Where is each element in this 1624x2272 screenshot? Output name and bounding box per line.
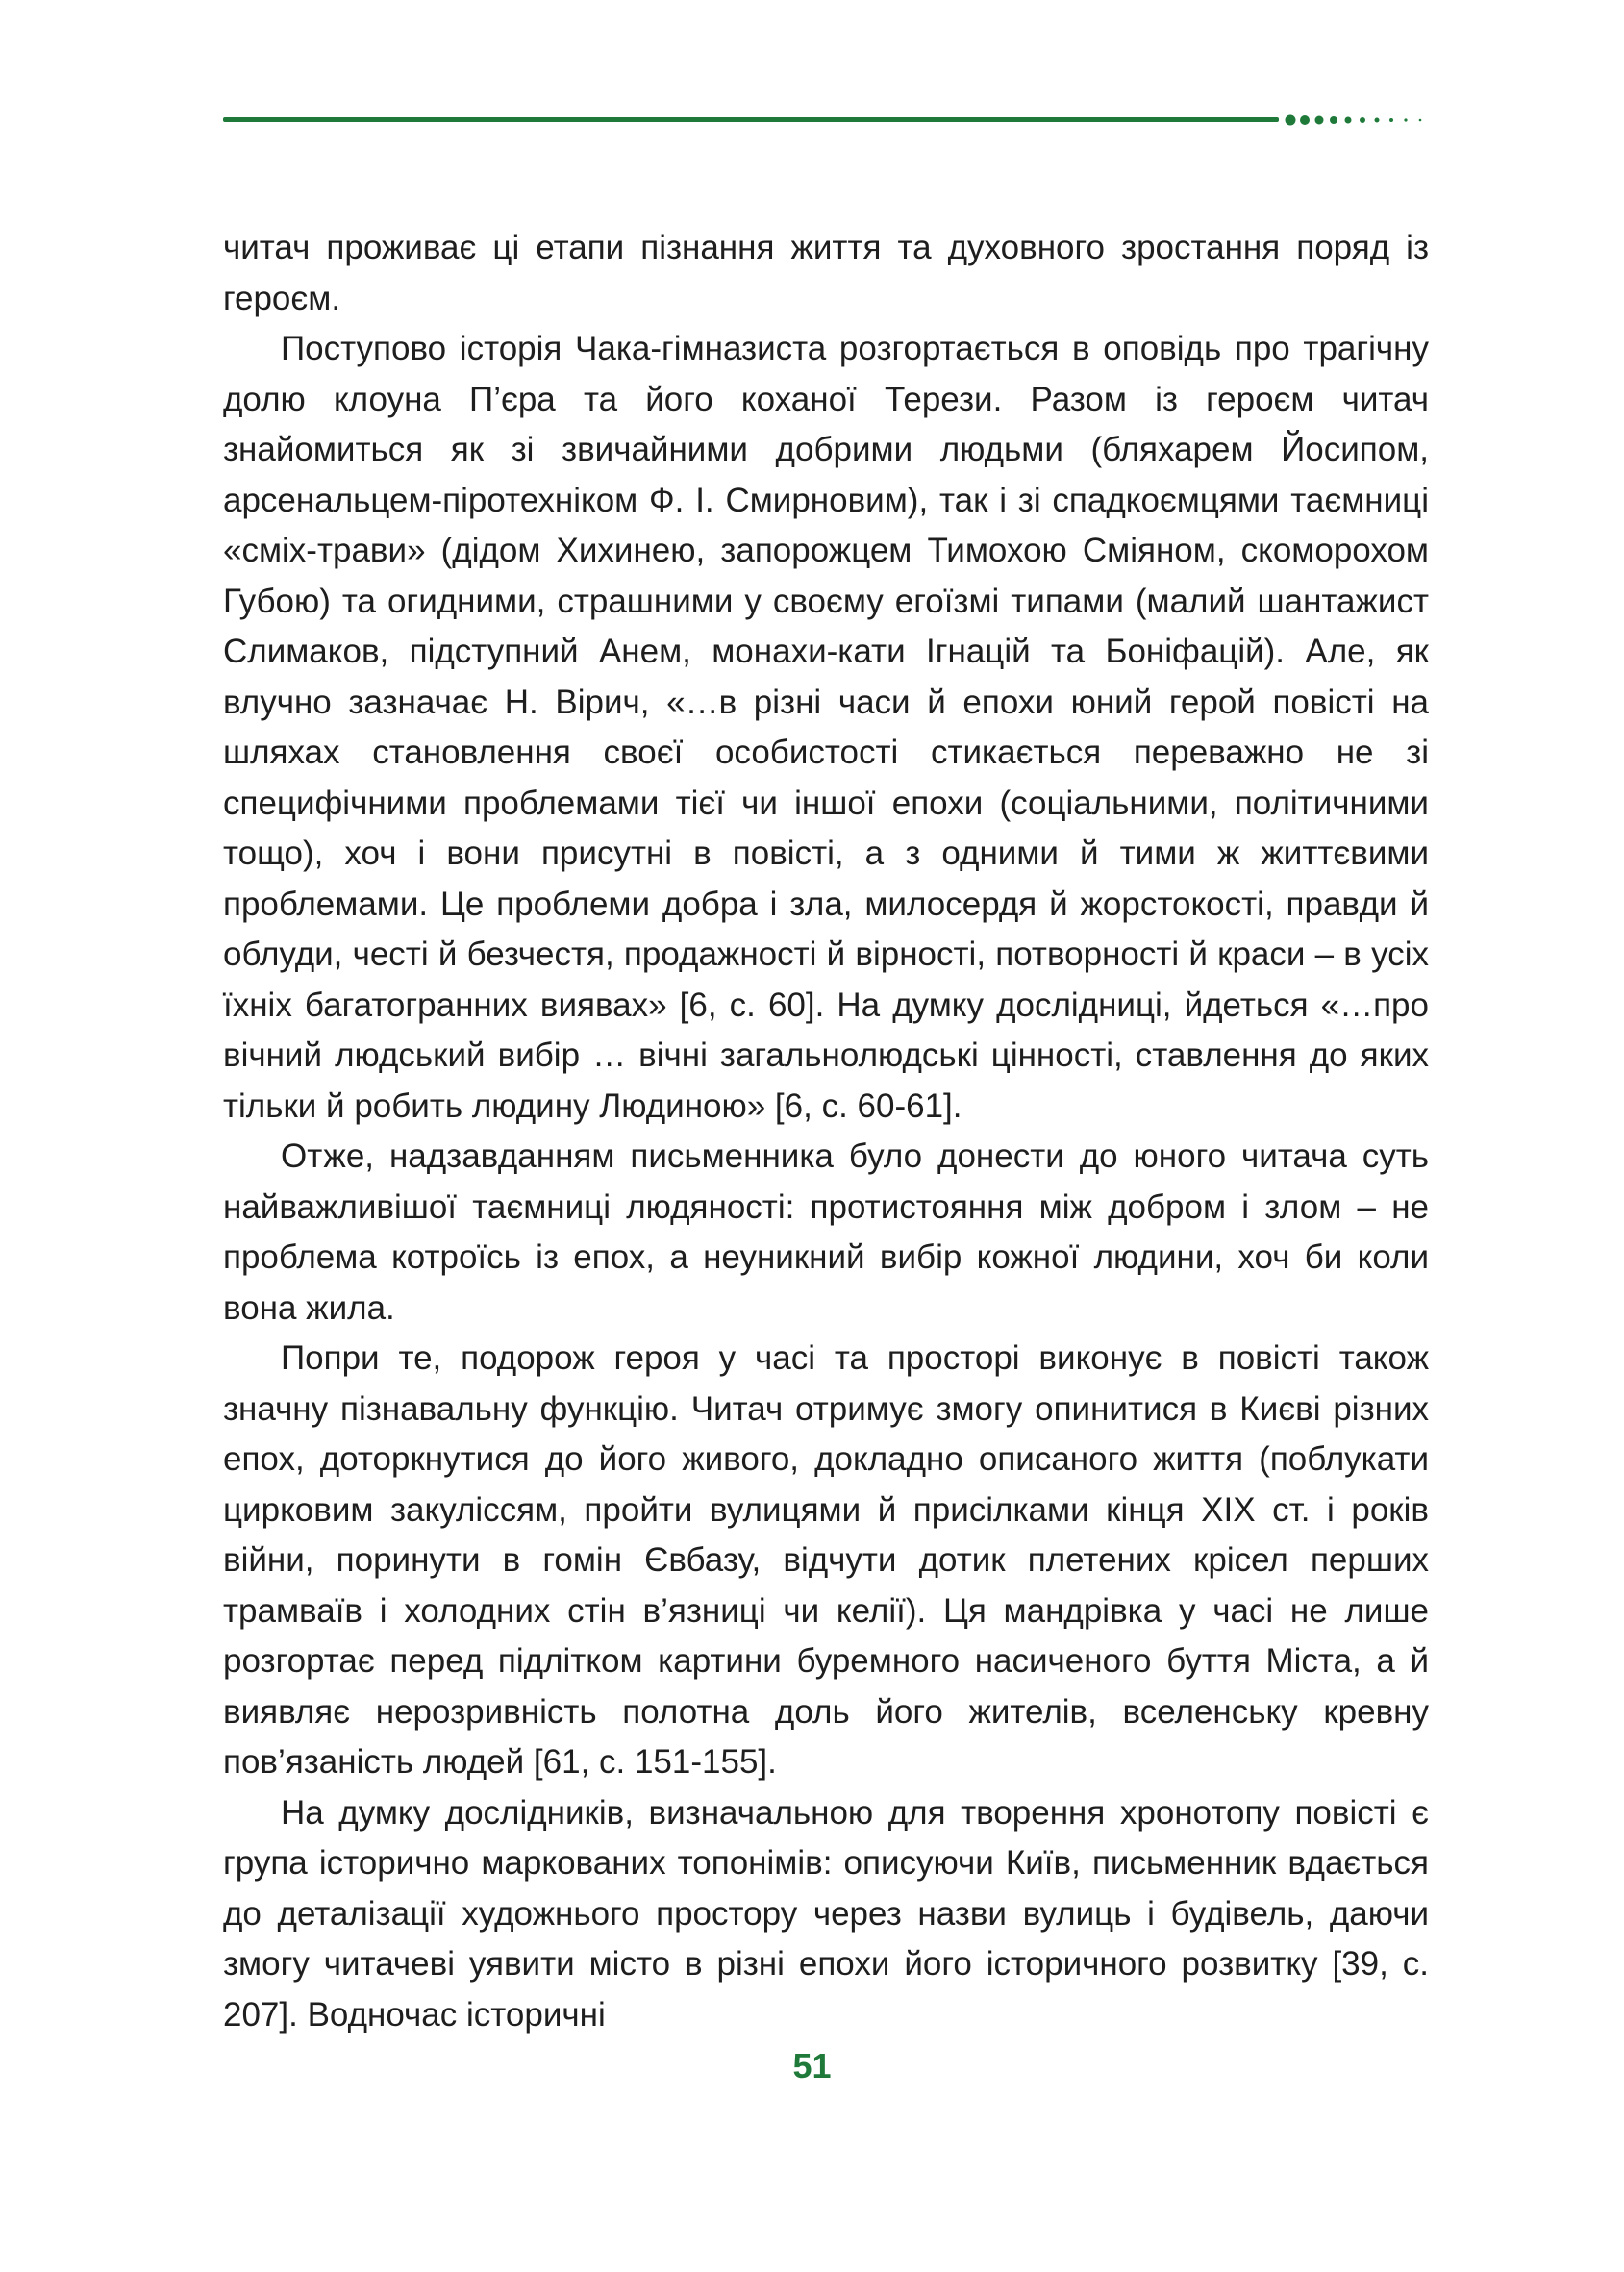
ornament-dot — [1345, 117, 1352, 124]
dotted-ornament-icon — [1285, 112, 1429, 129]
ornament-dot — [1419, 119, 1422, 122]
ornament-dot — [1330, 116, 1337, 124]
paragraph-continuation: читач проживає ці етапи пізнання життя та духовного зростання поряд із героєм. — [223, 229, 1429, 317]
paragraph: Попри те, подорож героя у часі та просторі виконує в повісті також значну пізнавальну функцію. Читач отримує змогу опинитися в Києві різних епох, доторкнутися до його живого, докладно описаного життя (поблукати цирковим закуліссям, пройти вулицями й присілками кінця XIX ст. і років війни, поринути в гомін Євбазу, відчути дотик плетених крісел перших трамваїв і холодних стін в’язниці чи келії). Ця мандрівка у часі не лише розгортає перед підлітком картини буремного насиченого буття Міста, а й виявляє нерозривність полотна доль його жителів, вселенську кревну пов’язаність людей [61, с. 151-155]. — [223, 1339, 1429, 1781]
ornament-dot — [1404, 118, 1407, 121]
ornament-dot — [1389, 118, 1393, 122]
header-rule — [223, 117, 1279, 122]
page-number: 51 — [792, 2046, 832, 2085]
ornament-dot — [1360, 117, 1365, 123]
page-body — [223, 223, 1429, 2040]
ornament-dot — [1300, 115, 1310, 125]
paragraph: Поступово історія Чака-гімназиста розгортається в оповідь про трагічну долю клоуна П’єра та його коханої Терези. Разом із героєм читач знайомиться як зі звичайними добрими людьми (бляхарем Йосипом, арсенальцем-піротехніком Ф. І. Смирновим), так і зі спадкоємцями таємниці «сміх-трави» (дідом Хихинею, запорожцем Тимохою Сміяном, скоморохом Губою) та огидними, страшними у своєму егоїзмі типами (малий шантажист Слимаков, підступний Анем, монахи-кати Ігнацій та Боніфацій). Але, як влучно зазначає Н. Вірич, «…в різні часи й епохи юний герой повісті на шляхах становлення своєї особистості стикається переважно не зі специфічними проблемами тієї чи іншої епохи (соціальними, політичними тощо), хоч і вони присутні в повісті, а з одними й тими ж життєвими проблемами. Це проблеми добра і зла, милосердя й жорстокості, правди й облуди, честі й безчестя, продажності й вірності, потворності й краси – в усіх їхніх багатогранних виявах» [6, с. 60]. На думку дослідниці, йдеться «…про вічний людський вибір … вічні загальнолюдські цінності, ставлення до яких тільки й робить людину Людиною» [6, с. 60-61]. — [223, 330, 1429, 1125]
ornament-dot — [1375, 118, 1380, 123]
ornament-dot — [1315, 116, 1324, 125]
paragraph: На думку дослідників, визначальною для творення хронотопу повісті є група історично маркованих топонімів: описуючи Київ, письменник вдається до деталізації художнього простору через назви вулиць і будівель, даючи змогу читачеві уявити місто в різні епохи його історичного розвитку [39, с. 207]. Водночас історичні — [223, 1793, 1429, 2034]
ornament-dot — [1286, 115, 1296, 126]
paragraph: Отже, надзавданням письменника було донести до юного читача суть найважливішої таємниці людяності: протистояння між добром і злом – не проблема котроїсь із епох, а неуникний вибір кожної людини, хоч би коли вона жила. — [223, 1137, 1429, 1327]
